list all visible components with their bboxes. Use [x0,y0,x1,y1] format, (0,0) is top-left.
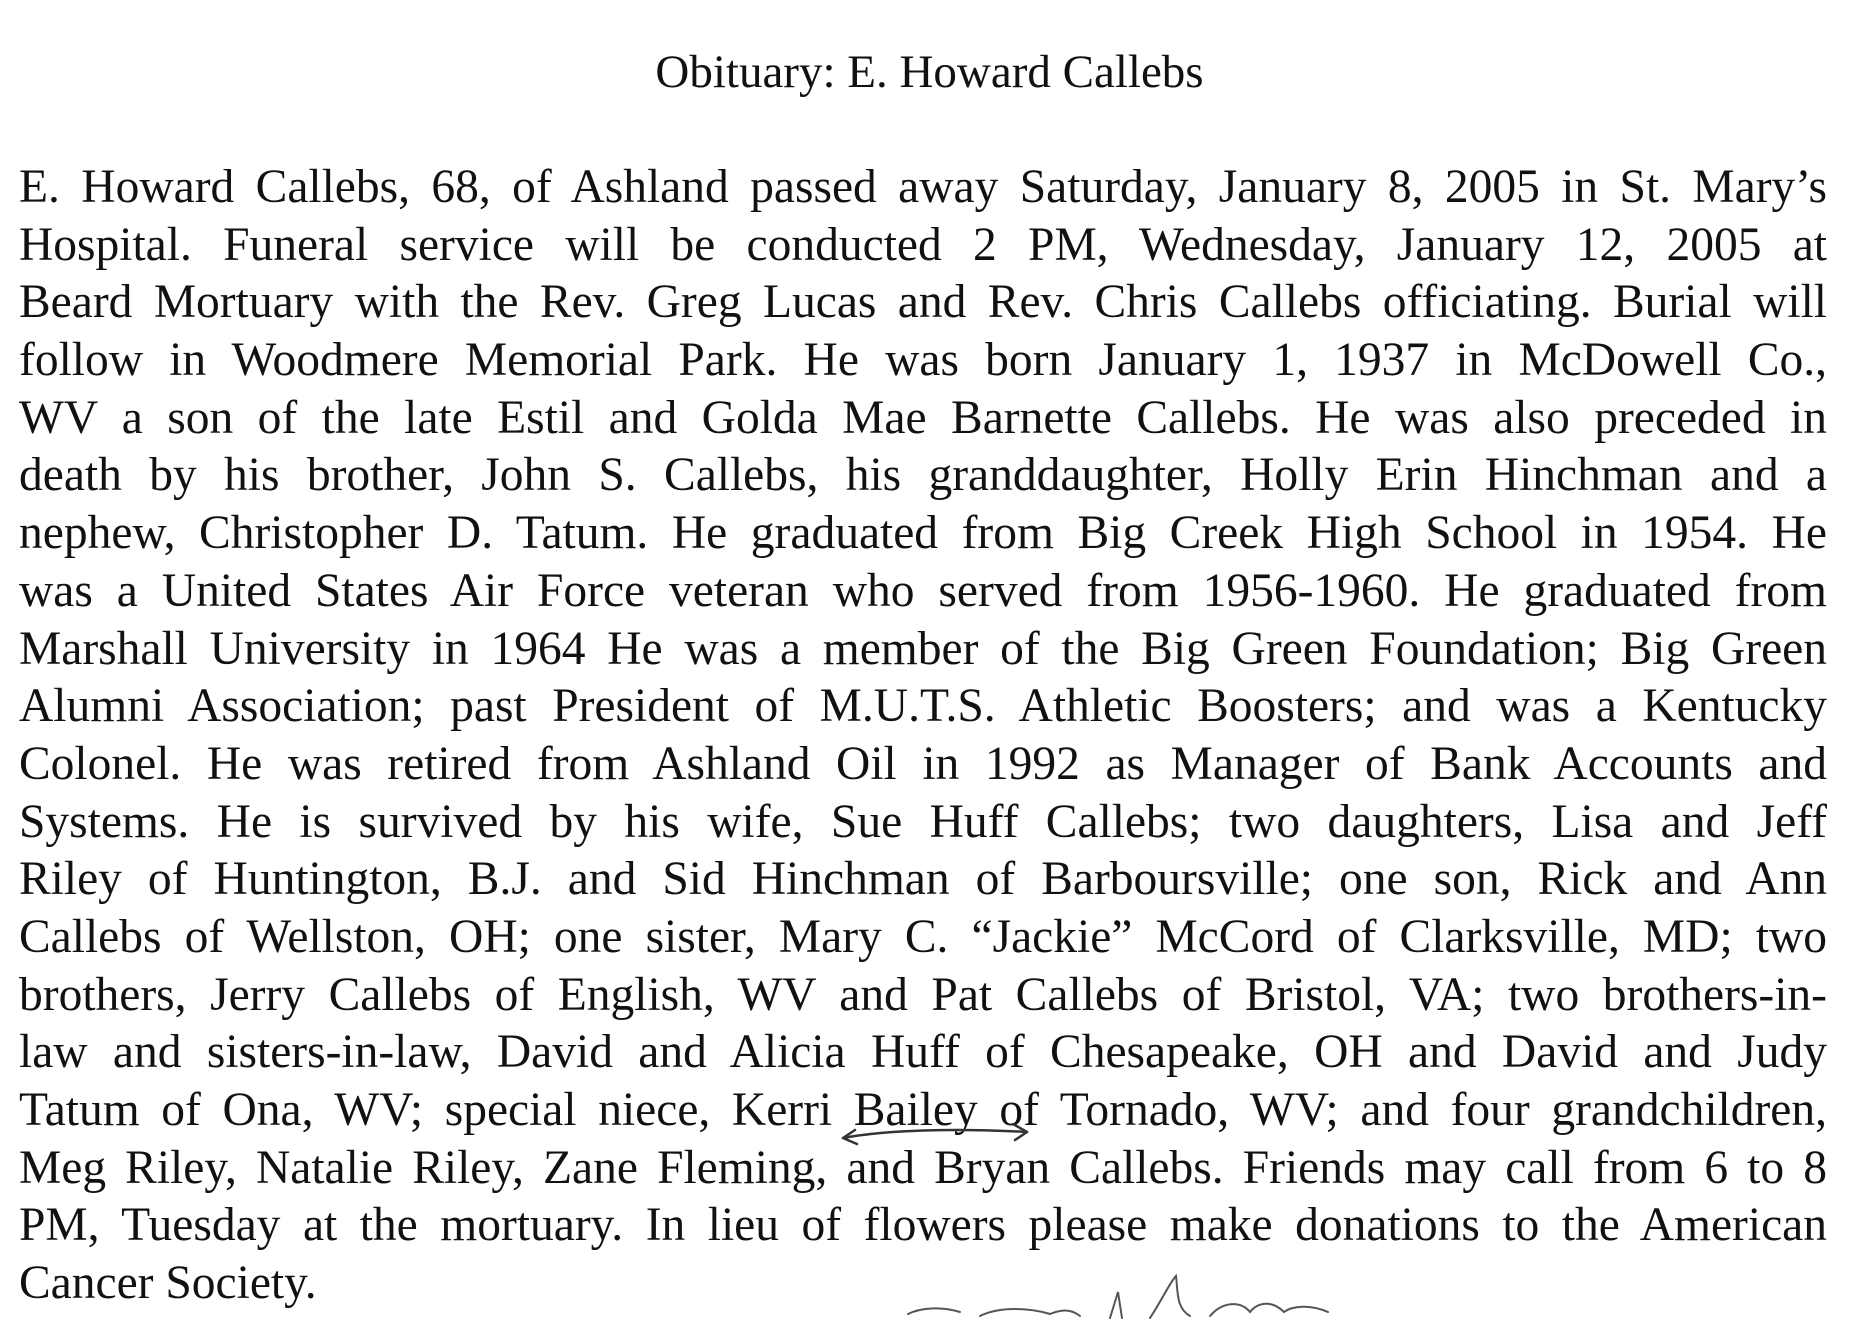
handwritten-scribble [900,1272,1340,1319]
handwritten-arrow-mark [835,1120,1035,1150]
obituary-line: follow in Woodmere Memorial Park. He was born January 1, 1937 in McDowell Co., [19,334,1827,387]
obituary-line: Meg Riley, Natalie Riley, Zane Fleming, and Bryan Callebs. Friends may call from 6 to 8 [19,1141,1827,1194]
obituary-line: PM, Tuesday at the mortuary. In lieu of flowers please make donations to the American [19,1199,1827,1252]
obituary-line: law and sisters-in-law, David and Alicia Huff of Chesapeake, OH and David and Judy [19,1026,1827,1079]
obituary-line: Marshall University in 1964 He was a member of the Big Green Foundation; Big Green [19,622,1827,675]
obituary-line: Beard Mortuary with the Rev. Greg Lucas and Rev. Chris Callebs officiating. Burial will [19,276,1827,329]
obituary-line: Riley of Huntington, B.J. and Sid Hinchman of Barboursville; one son, Rick and Ann [19,853,1827,906]
document-title: Obituary: E. Howard Callebs [655,46,1204,98]
obituary-line: was a United States Air Force veteran who served from 1956-1960. He graduated from [19,564,1827,617]
obituary-line: Alumni Association; past President of M.U.T.S. Athletic Boosters; and was a Kentucky [19,680,1827,733]
obituary-line: nephew, Christopher D. Tatum. He graduated from Big Creek High School in 1954. He [19,507,1827,560]
obituary-line: WV a son of the late Estil and Golda Mae Barnette Callebs. He was also preceded in [19,391,1827,444]
obituary-line: Callebs of Wellston, OH; one sister, Mary C. “Jackie” McCord of Clarksville, MD; two [19,910,1827,963]
obituary-line: Systems. He is survived by his wife, Sue Huff Callebs; two daughters, Lisa and Jeff [19,795,1827,848]
obituary-line: Hospital. Funeral service will be conducted 2 PM, Wednesday, January 12, 2005 at [19,218,1827,271]
obituary-line: death by his brother, John S. Callebs, his granddaughter, Holly Erin Hinchman and a [19,449,1827,502]
obituary-line: E. Howard Callebs, 68, of Ashland passed away Saturday, January 8, 2005 in St. Mary’s [19,161,1827,213]
obituary-line: Tatum of Ona, WV; special niece, Kerri Bailey of Tornado, WV; and four grandchildren, [19,1084,1827,1136]
obituary-line: Cancer Society. [19,1257,317,1310]
obituary-line: brothers, Jerry Callebs of English, WV and Pat Callebs of Bristol, VA; two brothers-in- [19,968,1827,1021]
obituary-line: Colonel. He was retired from Ashland Oil in 1992 as Manager of Bank Accounts and [19,737,1827,790]
